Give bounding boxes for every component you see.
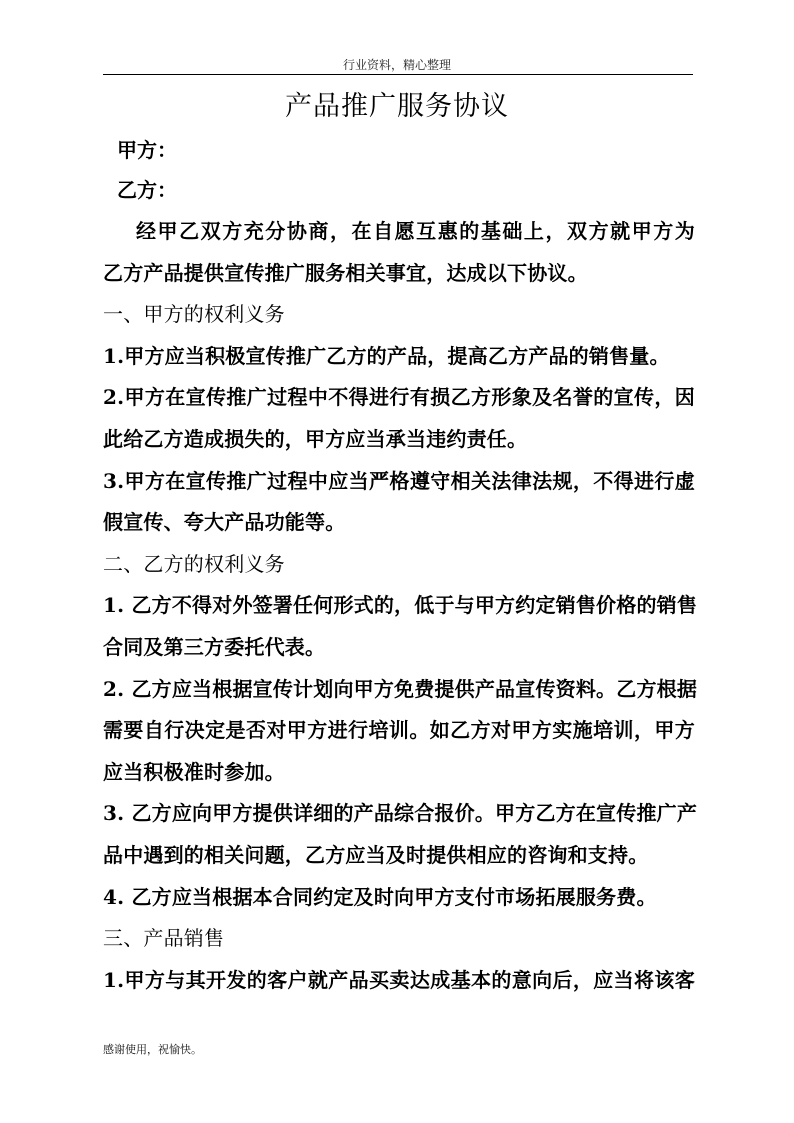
section-heading: 二、乙方的权利义务 [103, 551, 285, 576]
clause-line: 2. 乙方应当根据宣传计划向甲方免费提供产品宣传资料。乙方根据 [103, 676, 698, 701]
clause-line: 应当积极准时参加。 [103, 759, 285, 784]
section-party-a-rights [103, 294, 695, 544]
page-footer-note: 感谢使用，祝愉快。 [103, 1043, 202, 1056]
page-header-note: 行业资料，精心整理 [342, 58, 451, 72]
section-heading: 三、产品销售 [103, 926, 225, 951]
clause-line: 3.甲方在宣传推广过程中应当严格遵守相关法律法规，不得进行虚 [103, 468, 695, 493]
agreement-body [103, 211, 698, 1001]
clause-line: 1.甲方应当积极宣传推广乙方的产品，提高乙方产品的销售量。 [103, 343, 670, 368]
clause-item [103, 877, 695, 919]
clause-line: 合同及第三方委托代表。 [103, 634, 326, 659]
party-a-label: 甲方： [117, 138, 177, 162]
clause-item [103, 669, 698, 794]
clause-line: 假宣传、夸大产品功能等。 [103, 510, 346, 535]
intro-paragraph [103, 211, 695, 294]
document-title: 产品推广服务协议 [285, 91, 509, 122]
clause-line: 4. 乙方应当根据本合同约定及时向甲方支付市场拓展服务费。 [103, 884, 657, 909]
party-b-label: 乙方： [117, 178, 177, 202]
clause-line: 此给乙方造成损失的，甲方应当承当违约责任。 [103, 426, 528, 451]
intro-line: 乙方产品提供宣传推广服务相关事宜，达成以下协议。 [103, 260, 588, 285]
clause-line: 1.甲方与其开发的客户就产品买卖达成基本的意向后，应当将该客 [103, 967, 695, 992]
clause-line: 需要自行决定是否对甲方进行培训。如乙方对甲方实施培训，甲方 [103, 718, 695, 743]
section-heading: 一、甲方的权利义务 [103, 302, 285, 327]
clause-line: 品中遇到的相关问题，乙方应当及时提供相应的咨询和支持。 [103, 842, 649, 867]
clause-line: 3. 乙方应向甲方提供详细的产品综合报价。甲方乙方在宣传推广产 [103, 801, 698, 826]
section-product-sales [103, 918, 695, 1001]
clause-item [103, 793, 698, 876]
clause-item [103, 377, 695, 460]
clause-item [103, 336, 695, 378]
clause-line: 1. 乙方不得对外签署任何形式的，低于与甲方约定销售价格的销售 [103, 593, 698, 618]
intro-line: 经甲乙双方充分协商，在自愿互惠的基础上，双方就甲方为 [136, 219, 695, 243]
clause-line: 2.甲方在宣传推广过程中不得进行有损乙方形象及名誉的宣传，因 [103, 385, 695, 410]
section-party-b-rights [103, 544, 698, 918]
clause-item [103, 960, 695, 1002]
clause-item [103, 461, 695, 544]
clause-item [103, 585, 698, 668]
header-divider [103, 74, 693, 75]
